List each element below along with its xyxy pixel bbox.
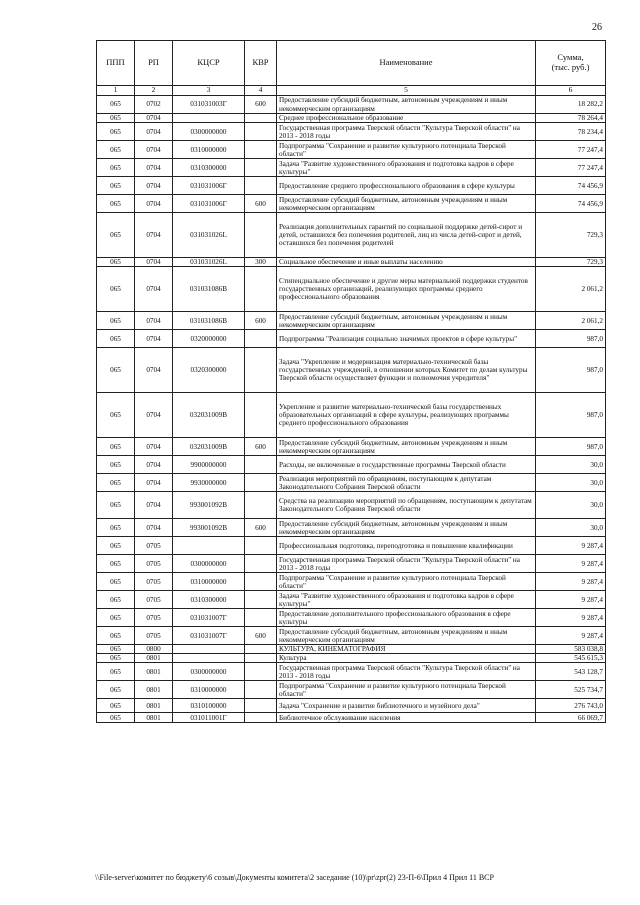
ppp-cell: 065 (97, 456, 135, 474)
ppp-cell: 065 (97, 591, 135, 609)
ppp-cell: 065 (97, 438, 135, 456)
kvr-cell (245, 348, 277, 393)
name-cell: Культура (277, 654, 536, 663)
name-cell: Реализация дополнительных гарантий по социальной поддержке детей-сирот и детей, оставшихся без попечения родителей, лиц из числа детей-сирот и детей, оставшихся без попечения родителей (277, 213, 536, 258)
ppp-cell: 065 (97, 537, 135, 555)
name-cell: Государственная программа Тверской области "Культура Тверской области" на 2013 - 2018 годы (277, 123, 536, 141)
table-row (97, 663, 606, 681)
kvr-cell (245, 213, 277, 258)
ppp-cell: 065 (97, 627, 135, 645)
sum-cell: 77 247,4 (536, 159, 606, 177)
name-cell: Подпрограмма "Сохранение и развитие культурного потенциала Тверской области" (277, 681, 536, 699)
ppp-cell: 065 (97, 645, 135, 654)
page-number: 26 (592, 22, 602, 33)
rp-cell: 0705 (135, 573, 173, 591)
rp-cell: 0704 (135, 267, 173, 312)
kcsr-cell (173, 114, 245, 123)
table-row (97, 330, 606, 348)
rp-cell: 0704 (135, 159, 173, 177)
kvr-cell (245, 393, 277, 438)
table-row (97, 267, 606, 312)
ppp-cell: 065 (97, 114, 135, 123)
kcsr-cell: 031011001Г (173, 713, 245, 723)
kvr-cell: 600 (245, 312, 277, 330)
table-row (97, 438, 606, 456)
kvr-cell (245, 456, 277, 474)
kvr-cell (245, 645, 277, 654)
kvr-cell: 600 (245, 96, 277, 114)
kcsr-cell (173, 645, 245, 654)
kvr-cell (245, 555, 277, 573)
sum-cell: 9 287,4 (536, 555, 606, 573)
kvr-cell (245, 573, 277, 591)
kcsr-cell: 0310000000 (173, 573, 245, 591)
rp-cell: 0705 (135, 609, 173, 627)
table-row (97, 114, 606, 123)
kcsr-cell: 0320300000 (173, 348, 245, 393)
table-row (97, 96, 606, 114)
kvr-cell (245, 159, 277, 177)
name-cell: Задача "Развитие художественного образования и подготовка кадров в сфере культуры" (277, 591, 536, 609)
kvr-cell (245, 609, 277, 627)
sum-cell: 729,3 (536, 213, 606, 258)
kcsr-cell (173, 537, 245, 555)
ppp-cell: 065 (97, 609, 135, 627)
rp-cell: 0704 (135, 312, 173, 330)
rp-cell: 0704 (135, 177, 173, 195)
budget-table (96, 40, 606, 723)
rp-cell: 0704 (135, 519, 173, 537)
kvr-cell: 600 (245, 519, 277, 537)
sum-cell: 78 234,4 (536, 123, 606, 141)
rp-cell: 0704 (135, 456, 173, 474)
kcsr-cell: 032031009В (173, 438, 245, 456)
sum-cell: 9 287,4 (536, 537, 606, 555)
name-cell: Предоставление субсидий бюджетным, автономным учреждениям и иным некоммерческим организациям (277, 519, 536, 537)
ppp-cell: 065 (97, 159, 135, 177)
table-row (97, 713, 606, 723)
kcsr-cell: 0310100000 (173, 699, 245, 713)
col-header-kcsr: КЦСР (173, 41, 245, 86)
rp-cell: 0801 (135, 681, 173, 699)
table-row (97, 123, 606, 141)
rp-cell: 0705 (135, 591, 173, 609)
table-row (97, 312, 606, 330)
name-cell: Государственная программа Тверской области "Культура Тверской области" на 2013 - 2018 годы (277, 663, 536, 681)
kcsr-cell: 9930000000 (173, 474, 245, 492)
table-row (97, 141, 606, 159)
col-header-ppp: ППП (97, 41, 135, 86)
kvr-cell: 600 (245, 195, 277, 213)
table-row (97, 213, 606, 258)
sum-cell: 729,3 (536, 258, 606, 267)
kvr-cell (245, 699, 277, 713)
sum-cell: 276 743,0 (536, 699, 606, 713)
rp-cell: 0702 (135, 96, 173, 114)
rp-cell: 0704 (135, 438, 173, 456)
kvr-cell (245, 474, 277, 492)
rp-cell: 0705 (135, 537, 173, 555)
table-row (97, 681, 606, 699)
name-cell: Предоставление субсидий бюджетным, автономным учреждениям и иным некоммерческим организациям (277, 96, 536, 114)
rp-cell: 0801 (135, 663, 173, 681)
kcsr-cell: 0310000000 (173, 141, 245, 159)
kvr-cell: 600 (245, 627, 277, 645)
rp-cell: 0704 (135, 474, 173, 492)
col-header-kvr: КВР (245, 41, 277, 86)
sum-cell: 74 456,9 (536, 177, 606, 195)
ppp-cell: 065 (97, 213, 135, 258)
rp-cell: 0704 (135, 348, 173, 393)
name-cell: Стипендиальное обеспечение и другие меры материальной поддержки студентов государственных организаций, реализующих программы среднего профессионального образования (277, 267, 536, 312)
ppp-cell: 065 (97, 573, 135, 591)
column-number: 6 (536, 86, 606, 96)
table-row (97, 258, 606, 267)
ppp-cell: 065 (97, 330, 135, 348)
table-row (97, 492, 606, 519)
kvr-cell (245, 141, 277, 159)
table-row (97, 654, 606, 663)
sum-cell: 74 456,9 (536, 195, 606, 213)
table-row (97, 393, 606, 438)
sum-cell: 987,0 (536, 348, 606, 393)
kvr-cell (245, 537, 277, 555)
kvr-cell (245, 654, 277, 663)
column-number: 4 (245, 86, 277, 96)
sum-cell: 9 287,4 (536, 609, 606, 627)
ppp-cell: 065 (97, 519, 135, 537)
kvr-cell (245, 663, 277, 681)
column-number: 2 (135, 86, 173, 96)
name-cell: Среднее профессиональное образование (277, 114, 536, 123)
table-row (97, 474, 606, 492)
name-cell: Предоставление субсидий бюджетным, автономным учреждениям и иным некоммерческим организациям (277, 627, 536, 645)
name-cell: Профессиональная подготовка, переподготовка и повышение квалификации (277, 537, 536, 555)
ppp-cell: 065 (97, 654, 135, 663)
name-cell: Средства на реализацию мероприятий по обращениям, поступающим к депутатам Законодательного Собрания Тверской области (277, 492, 536, 519)
rp-cell: 0801 (135, 713, 173, 723)
rp-cell: 0704 (135, 393, 173, 438)
sum-cell: 987,0 (536, 330, 606, 348)
kcsr-cell: 031031007Г (173, 627, 245, 645)
rp-cell: 0800 (135, 645, 173, 654)
name-cell: Расходы, не включенные в государственные программы Тверской области (277, 456, 536, 474)
sum-cell: 525 734,7 (536, 681, 606, 699)
name-cell: Предоставление дополнительного профессионального образования в сфере культуры (277, 609, 536, 627)
sum-cell: 2 061,2 (536, 312, 606, 330)
kvr-cell (245, 713, 277, 723)
name-cell: КУЛЬТУРА, КИНЕМАТОГРАФИЯ (277, 645, 536, 654)
header-row (97, 41, 606, 86)
table-row (97, 519, 606, 537)
rp-cell: 0704 (135, 123, 173, 141)
name-cell: Задача "Укрепление и модернизация материально-технической базы государственных учреждений, в отношении которых Комитет по делам культуры Тверской области осуществляет функции и полномочия учредителя" (277, 348, 536, 393)
kcsr-cell: 0300000000 (173, 663, 245, 681)
kcsr-cell: 031031086В (173, 267, 245, 312)
kcsr-cell: 0300000000 (173, 123, 245, 141)
kvr-cell (245, 330, 277, 348)
name-cell: Государственная программа Тверской области "Культура Тверской области" на 2013 - 2018 годы (277, 555, 536, 573)
col-header-name: Наименование (277, 41, 536, 86)
table-row (97, 555, 606, 573)
rp-cell: 0801 (135, 699, 173, 713)
name-cell: Задача "Развитие художественного образования и подготовка кадров в сфере культуры" (277, 159, 536, 177)
kcsr-cell: 032031009В (173, 393, 245, 438)
ppp-cell: 065 (97, 474, 135, 492)
ppp-cell: 065 (97, 681, 135, 699)
name-cell: Предоставление субсидий бюджетным, автономным учреждениям и иным некоммерческим организациям (277, 438, 536, 456)
name-cell: Предоставление среднего профессионального образования в сфере культуры (277, 177, 536, 195)
kcsr-cell: 031031003Г (173, 96, 245, 114)
ppp-cell: 065 (97, 699, 135, 713)
ppp-cell: 065 (97, 195, 135, 213)
name-cell: Реализация мероприятий по обращениям, поступающим к депутатам Законодательного Собрания Тверской области (277, 474, 536, 492)
rp-cell: 0705 (135, 555, 173, 573)
name-cell: Социальное обеспечение и иные выплаты населению (277, 258, 536, 267)
table-row (97, 573, 606, 591)
kvr-cell (245, 267, 277, 312)
kvr-cell (245, 177, 277, 195)
sum-cell: 78 264,4 (536, 114, 606, 123)
kcsr-cell: 993001092В (173, 492, 245, 519)
file-path-footer: \\File-server\комитет по бюджету\6 созыв\Документы комитета\2 заседание (10)\pr\zpr(2) 23-П-6\Прил 4 Прил 11 ВСР (95, 873, 494, 882)
col-header-sum: Сумма, (тыс. руб.) (536, 41, 606, 86)
name-cell: Предоставление субсидий бюджетным, автономным учреждениям и иным некоммерческим организациям (277, 195, 536, 213)
rp-cell: 0801 (135, 654, 173, 663)
kcsr-cell: 031031006Г (173, 177, 245, 195)
column-number: 5 (277, 86, 536, 96)
ppp-cell: 065 (97, 348, 135, 393)
rp-cell: 0704 (135, 114, 173, 123)
ppp-cell: 065 (97, 713, 135, 723)
kvr-cell: 600 (245, 438, 277, 456)
kcsr-cell: 993001092В (173, 519, 245, 537)
kcsr-cell: 031031007Г (173, 609, 245, 627)
sum-cell: 30,0 (536, 492, 606, 519)
kvr-cell (245, 123, 277, 141)
table-body (97, 96, 606, 723)
rp-cell: 0704 (135, 195, 173, 213)
kvr-cell (245, 114, 277, 123)
table-row (97, 537, 606, 555)
ppp-cell: 065 (97, 141, 135, 159)
kvr-cell (245, 492, 277, 519)
table-row (97, 699, 606, 713)
kcsr-cell (173, 654, 245, 663)
sum-cell: 9 287,4 (536, 627, 606, 645)
ppp-cell: 065 (97, 267, 135, 312)
table-row (97, 609, 606, 627)
kcsr-cell: 0300000000 (173, 555, 245, 573)
sum-cell: 9 287,4 (536, 573, 606, 591)
sum-cell: 543 128,7 (536, 663, 606, 681)
sum-cell: 66 069,7 (536, 713, 606, 723)
kcsr-cell: 0310000000 (173, 681, 245, 699)
rp-cell: 0704 (135, 213, 173, 258)
column-number-row (97, 86, 606, 96)
kcsr-cell: 031031086В (173, 312, 245, 330)
ppp-cell: 065 (97, 555, 135, 573)
sum-cell: 30,0 (536, 519, 606, 537)
ppp-cell: 065 (97, 177, 135, 195)
sum-cell: 2 061,2 (536, 267, 606, 312)
table-row (97, 645, 606, 654)
rp-cell: 0704 (135, 492, 173, 519)
kvr-cell (245, 681, 277, 699)
sum-cell: 987,0 (536, 438, 606, 456)
kcsr-cell: 0310300000 (173, 159, 245, 177)
kvr-cell (245, 591, 277, 609)
sum-cell: 18 282,2 (536, 96, 606, 114)
sum-cell: 77 247,4 (536, 141, 606, 159)
rp-cell: 0704 (135, 258, 173, 267)
ppp-cell: 065 (97, 123, 135, 141)
table-row (97, 591, 606, 609)
col-header-rp: РП (135, 41, 173, 86)
name-cell: Предоставление субсидий бюджетным, автономным учреждениям и иным некоммерческим организациям (277, 312, 536, 330)
name-cell: Подпрограмма "Реализация социально значимых проектов в сфере культуры" (277, 330, 536, 348)
table-row (97, 456, 606, 474)
name-cell: Подпрограмма "Сохранение и развитие культурного потенциала Тверской области" (277, 141, 536, 159)
column-number: 1 (97, 86, 135, 96)
name-cell: Подпрограмма "Сохранение и развитие культурного потенциала Тверской области" (277, 573, 536, 591)
kcsr-cell: 9900000000 (173, 456, 245, 474)
rp-cell: 0704 (135, 141, 173, 159)
table-row (97, 195, 606, 213)
kvr-cell: 300 (245, 258, 277, 267)
table-row (97, 177, 606, 195)
ppp-cell: 065 (97, 393, 135, 438)
name-cell: Задача "Сохранение и развитие библиотечного и музейного дела" (277, 699, 536, 713)
kcsr-cell: 031031026L (173, 213, 245, 258)
rp-cell: 0705 (135, 627, 173, 645)
sum-cell: 30,0 (536, 456, 606, 474)
name-cell: Библиотечное обслуживание населения (277, 713, 536, 723)
sum-cell: 545 615,3 (536, 654, 606, 663)
sum-cell: 9 287,4 (536, 591, 606, 609)
kcsr-cell: 0320000000 (173, 330, 245, 348)
kcsr-cell: 0310300000 (173, 591, 245, 609)
rp-cell: 0704 (135, 330, 173, 348)
table-row (97, 348, 606, 393)
sum-cell: 583 038,8 (536, 645, 606, 654)
sum-cell: 987,0 (536, 393, 606, 438)
column-number: 3 (173, 86, 245, 96)
ppp-cell: 065 (97, 96, 135, 114)
ppp-cell: 065 (97, 663, 135, 681)
ppp-cell: 065 (97, 258, 135, 267)
sum-cell: 30,0 (536, 474, 606, 492)
table-row (97, 159, 606, 177)
name-cell: Укрепление и развитие материально-технической базы государственных образовательных организаций в сфере культуры, реализующих программы среднего профессионального образования (277, 393, 536, 438)
kcsr-cell: 031031006Г (173, 195, 245, 213)
ppp-cell: 065 (97, 492, 135, 519)
ppp-cell: 065 (97, 312, 135, 330)
table-row (97, 627, 606, 645)
kcsr-cell: 031031026L (173, 258, 245, 267)
